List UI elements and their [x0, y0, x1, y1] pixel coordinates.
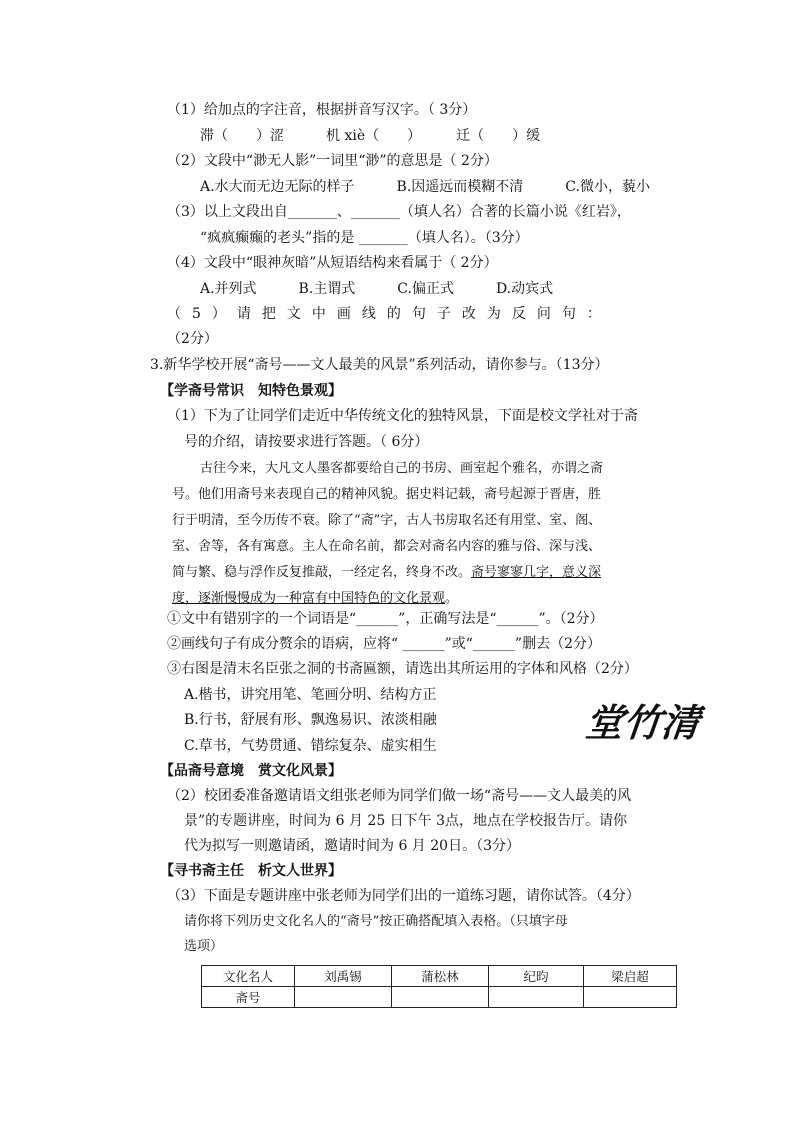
option-c: C.草书，气势贯通、错综复杂、虚实相生	[184, 738, 437, 754]
studio-name-table	[201, 965, 677, 1008]
option-a: A.楷书，讲究用笔、笔画分明、结构方正	[184, 687, 437, 703]
table-cell: 梁启超	[584, 966, 677, 987]
answer-cell[interactable]	[392, 987, 489, 1008]
passage-line: 行于明清，至今历传不衰。除了“斋”字，古人书房取名还有用堂、室、阁、	[172, 513, 602, 528]
passage-line	[172, 589, 458, 609]
q3-sub2: （2）校团委准备邀请语文组张老师为同学们做一场“斋号——文人最美的风	[167, 788, 632, 804]
table-cell: 文化名人	[202, 966, 295, 987]
q3-sub3-instruction-cont: 选项）	[184, 939, 224, 954]
answer-cell[interactable]	[489, 987, 584, 1008]
q2-sub3: （3）以上文段出自_______、_______（填人名）合著的长篇小说《红岩》，	[167, 204, 631, 220]
table-cell: 蒲松林	[392, 966, 489, 987]
table-cell: 纪昀	[489, 966, 584, 987]
passage-line: 古往今来，大凡文人墨客都要给自己的书房、画室起个雅名，亦谓之斋	[200, 461, 604, 476]
q3-sub3: （3）下面是专题讲座中张老师为同学们出的一道练习题，请你试答。（4分）	[167, 888, 640, 904]
q2-sub3-cont: “疯疯癫癫的老头”指的是 _______（填人名）。（3分）	[200, 230, 529, 246]
passage-line: 号。他们用斋号来表现自己的精神风貌。据史料记载，斋号起源于晋唐，胜	[172, 487, 602, 502]
q2-sub1-items: 滞（ ）涩 机 xiè（ ） 迁（ ）缓	[200, 128, 541, 144]
passage-underlined-sentence: 斋号寥寥几字，意义深	[471, 565, 602, 580]
q3-item-3: ③右图是清末名臣张之洞的书斋匾额，请选出其所运用的字体和风格（2分）	[167, 661, 638, 677]
passage-underlined-sentence: 度，逐渐慢慢成为一种富有中国特色的文化景观	[172, 591, 446, 606]
option-b: B.行书，舒展有形、飘逸易识、浓淡相融	[184, 712, 437, 728]
calligraphy-plaque-image	[580, 698, 710, 746]
q3-sub2-line2: 景”的专题讲座，时间为 6 月 25 日下午 3点，地点在学校报告厅。请你	[184, 813, 628, 829]
section-heading-1: 【学斋号常识 知特色景观】	[160, 383, 342, 399]
passage-line: 室、舍等，各有寓意。主人在命名前，都会对斋名内容的雅与俗、深与浅、	[172, 539, 602, 554]
q3-item-1: ①文中有错别字的一个词语是“______”，正确写法是“______”。（2分）	[167, 611, 604, 627]
q2-sub1: （1）给加点的字注音，根据拼音写汉字。（ 3分）	[167, 102, 477, 118]
q3-item-2: ②画线句子有成分赘余的语病，应将“ ______”或“______”删去（2分）	[167, 636, 601, 652]
q2-sub4-options: A.并列式 B.主谓式 C.偏正式 D.动宾式	[200, 281, 554, 297]
q3-sub2-line3: 代为拟写一则邀请函，邀请时间为 6 月 20日。（3分）	[184, 838, 520, 854]
q2-sub2-options: A.水大而无边无际的样子 B.因遥远而模糊不清 C.微小，藐小	[200, 179, 650, 195]
q3-sub1: （1）下为了让同学们走近中华传统文化的独特风景，下面是校文学社对于斋	[167, 408, 638, 424]
q3-sub1-cont: 号的介绍，请按要求进行答题。（ 6分）	[184, 434, 429, 450]
table-cell: 刘禹锡	[295, 966, 392, 987]
section-heading-2: 【品斋号意境 赏文化风景】	[160, 763, 342, 779]
passage-text: 简与繁、稳与浮作反复推敲，一经定名，终身不改。	[172, 565, 472, 580]
q2-sub4: （4）文段中“眼神灰暗”从短语结构来看属于（ 2分）	[167, 255, 498, 271]
q3-sub3-instruction: 请你将下列历史文化名人的“斋号”按正确搭配填入表格。（只填字母	[184, 914, 568, 929]
answer-cell[interactable]	[584, 987, 677, 1008]
table-row	[202, 987, 677, 1008]
q2-sub2: （2）文段中“渺无人影”一词里“渺”的意思是（ 2分）	[167, 153, 498, 169]
plaque-text: 堂竹清	[583, 700, 702, 745]
q2-sub5-cont: （2分）	[167, 331, 218, 347]
passage-line	[172, 563, 601, 583]
q3-title: 3.新华学校开展“斋号——文人最美的风景”系列活动，请你参与。（13分）	[150, 357, 609, 373]
table-cell: 斋号	[202, 987, 295, 1008]
table-header-row	[202, 966, 677, 987]
q2-sub5: （5）请把文中画线的句子改为反问句：	[167, 306, 612, 322]
section-heading-3: 【寻书斋主任 析文人世界】	[160, 863, 342, 879]
answer-cell[interactable]	[295, 987, 392, 1008]
passage-text: 。	[445, 591, 459, 606]
